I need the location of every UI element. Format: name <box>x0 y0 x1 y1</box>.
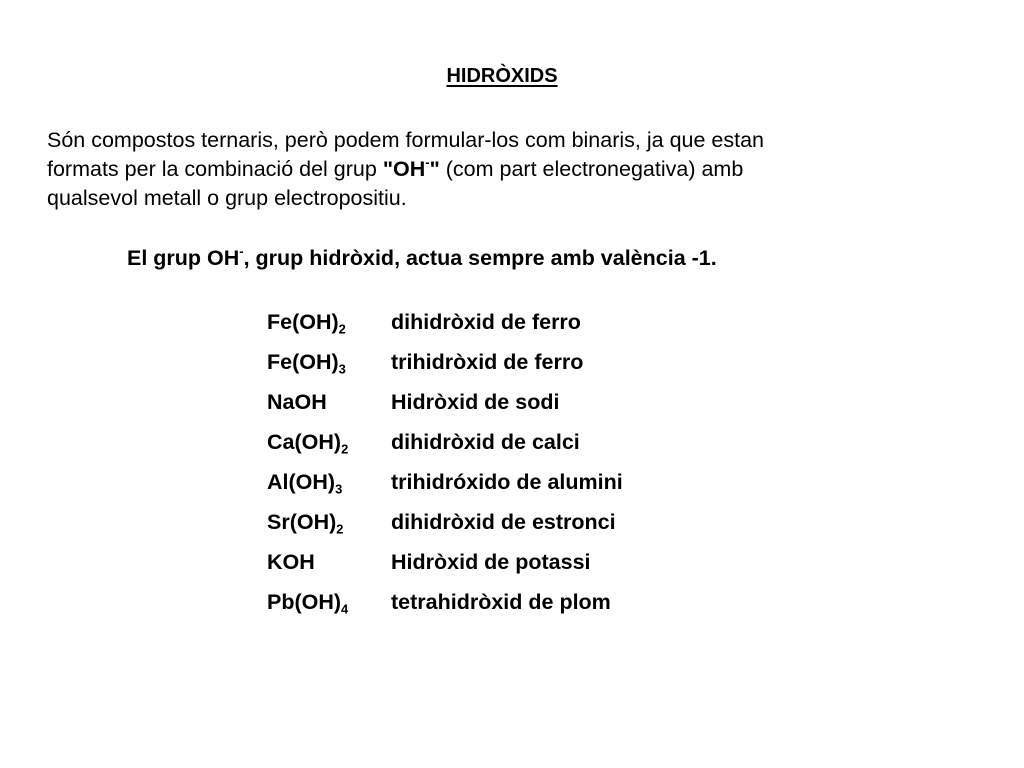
oh-group-highlight <box>382 154 440 181</box>
list-item <box>267 542 623 582</box>
intro-paragraph <box>47 126 947 213</box>
list-item <box>267 462 623 502</box>
compound-name: trihidróxido de alumini <box>391 469 623 494</box>
oh-group-text: "OH <box>382 157 426 181</box>
formula-subscript: 4 <box>341 601 349 616</box>
formula-base: Sr(OH) <box>267 509 337 534</box>
compound-formula <box>267 350 391 375</box>
page-title: HIDRÒXIDS <box>446 65 558 88</box>
formula-base: Al(OH) <box>267 469 336 494</box>
intro-line-2-end: (com part electronegativa) amb <box>439 157 744 181</box>
oh-group-quote: " <box>429 157 440 181</box>
compound-name: Hidròxid de sodi <box>391 389 560 414</box>
list-item <box>267 382 623 422</box>
compound-formula <box>267 470 391 495</box>
compound-name: tetrahidròxid de plom <box>391 589 611 614</box>
list-item <box>267 342 623 382</box>
compound-name: Hidròxid de potassi <box>391 549 591 574</box>
formula-base: KOH <box>267 549 315 574</box>
formula-subscript: 3 <box>335 481 343 496</box>
compound-formula <box>267 550 391 575</box>
compound-formula <box>267 390 391 415</box>
list-item <box>267 302 623 342</box>
compound-name: dihidròxid de ferro <box>391 309 581 334</box>
intro-line-3: qualsevol metall o grup electropositiu. <box>47 186 407 210</box>
compound-formula <box>267 430 391 455</box>
formula-subscript: 2 <box>336 521 344 536</box>
compound-formula <box>267 310 391 335</box>
compound-name: trihidròxid de ferro <box>391 349 584 374</box>
formula-base: Fe(OH) <box>267 349 339 374</box>
valence-charge-superscript: - <box>239 243 244 259</box>
formula-base: Pb(OH) <box>267 589 342 614</box>
oh-charge-superscript: - <box>425 154 430 170</box>
compound-formula <box>267 510 391 535</box>
list-item <box>267 422 623 462</box>
valence-text-start: El grup OH <box>127 246 240 270</box>
compound-list <box>267 302 623 622</box>
list-item <box>267 582 623 622</box>
compound-formula <box>267 590 391 615</box>
list-item <box>267 502 623 542</box>
valence-text-end: , grup hidròxid, actua sempre amb valència -1. <box>243 246 717 270</box>
formula-base: NaOH <box>267 389 327 414</box>
valence-statement <box>127 243 717 271</box>
formula-subscript: 3 <box>338 361 346 376</box>
formula-base: Fe(OH) <box>267 309 339 334</box>
compound-name: dihidròxid de calci <box>391 429 580 454</box>
formula-subscript: 2 <box>341 441 349 456</box>
intro-line-1: Són compostos ternaris, però podem formular-los com binaris, ja que estan <box>47 128 765 152</box>
compound-name: dihidròxid de estronci <box>391 509 616 534</box>
intro-line-2 <box>47 155 947 184</box>
intro-line-2-start: formats per la combinació del grup <box>47 157 383 181</box>
formula-subscript: 2 <box>338 321 346 336</box>
formula-base: Ca(OH) <box>267 429 342 454</box>
